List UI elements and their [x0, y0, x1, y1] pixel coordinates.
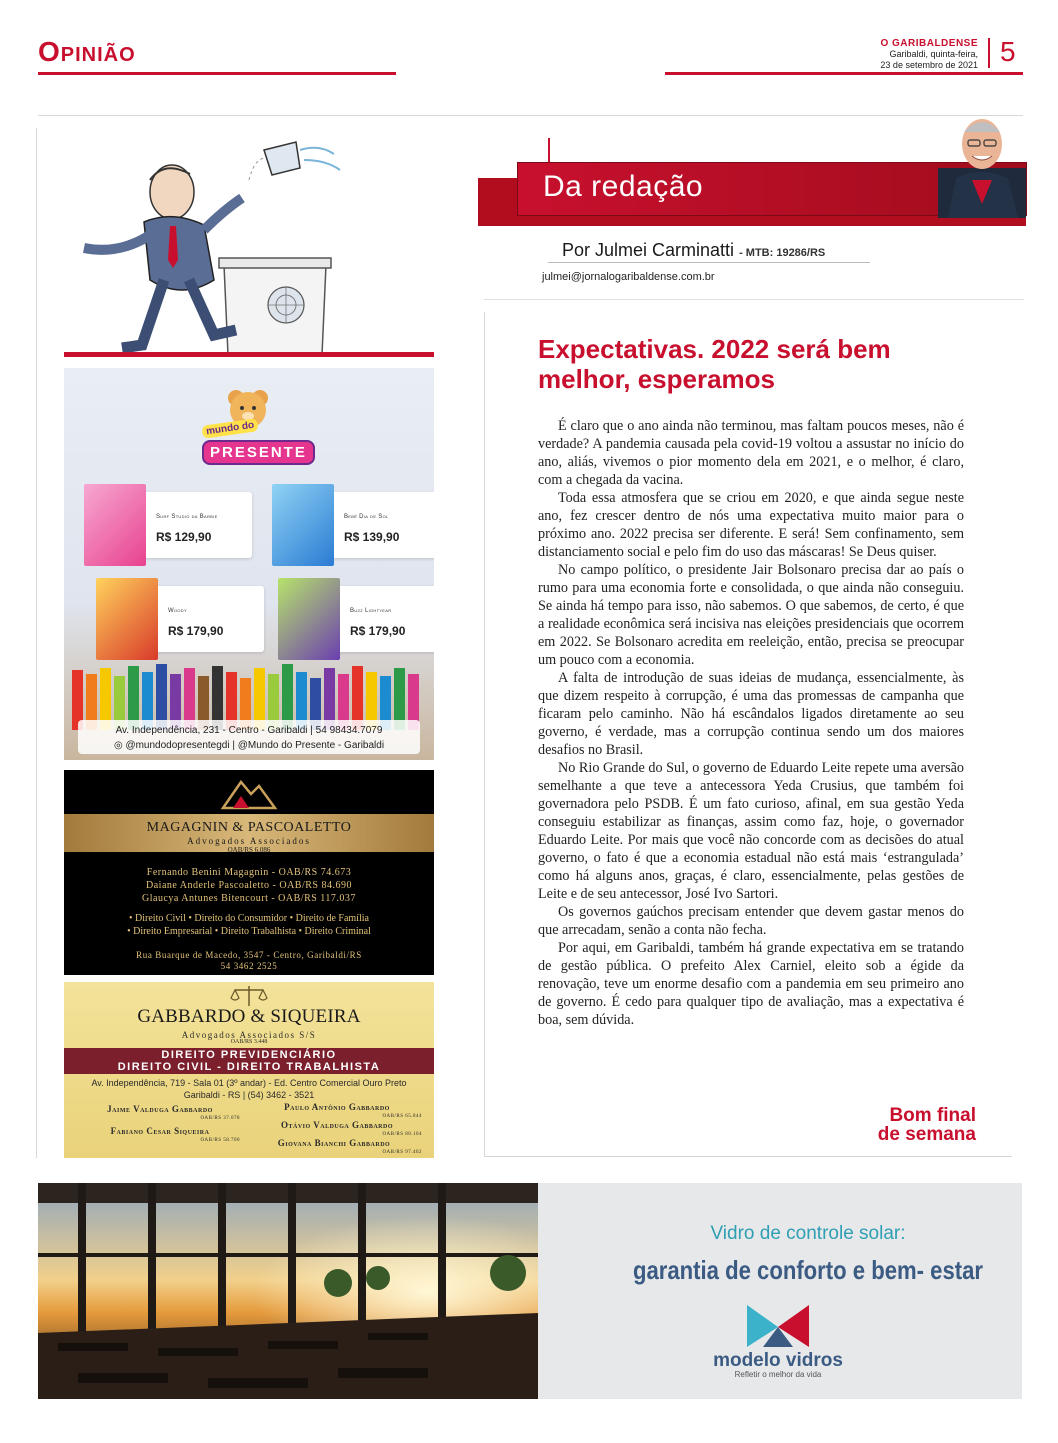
toy-brand-top: mundo do [201, 418, 259, 439]
product-card[interactable] [286, 586, 434, 652]
practice-line: DIREITO PREVIDENCIÁRIO [161, 1049, 337, 1061]
article-body [538, 417, 964, 1029]
author-name: Por Julmei Carminatti [562, 240, 735, 260]
product-image [96, 578, 158, 660]
header-rule-right [665, 72, 1023, 75]
practice-areas-line: • Direito Empresarial • Direito Trabalhista • Direito Criminal [127, 926, 371, 937]
lawyer-oab: OAB/RS 97.402 [382, 1150, 422, 1155]
lawyer-list [64, 866, 434, 905]
firm-name: MAGAGNIN & PASCOALETTO [146, 820, 352, 835]
firm-address: Av. Independência, 719 - Sala 01 (3º andar) - Ed. Centro Comercial Ouro Preto [91, 1078, 407, 1088]
cartoon-illustration [64, 130, 434, 358]
product-card[interactable] [104, 586, 264, 652]
product-name: Bebê Dia de Sol [344, 514, 389, 520]
mountain-logo-icon [219, 774, 279, 814]
article-paragraph: Por aqui, em Garibaldi, também há grande expectativa em se tratando de gestão pública. O prefeito Alex Carniel, eleito sob a égide da renovação, teve um enorme desafio com a pandemia em seu primeiro ano de governo. É cedo para qualquer tipo de avaliação, mas a expectativa é boa, sem dúvida. [538, 940, 964, 1028]
article-paragraph: Toda essa atmosfera que se criou em 2020, e que ainda segue neste ano, fez crescer dentro de nós uma expectativa muito maior para o próximo ano. 2022 precisa ser diferente. E será! Sem confinamento, sem distanciamento social e pelo fim do uso das máscaras! Se Deus quiser. [538, 490, 964, 560]
lawyer-name: Giovana Bianchi Gabbardo [277, 1138, 391, 1148]
lawyer-oab: OAB/RS 58.700 [200, 1138, 240, 1143]
header-rule-left [38, 72, 396, 75]
product-image [272, 484, 334, 566]
practice-areas-line: • Direito Civil • Direito do Consumidor • Direito de Família [129, 913, 369, 924]
ad-brand-slogan: Refletir o melhor da vida [734, 1370, 822, 1379]
author-registration: - MTB: 19286/RS [739, 247, 826, 259]
toy-store-social: ◎ @mundodopresentegdi | @Mundo do Presente - Garibaldi [78, 738, 420, 753]
lawyer-name: Glaucya Antunes Bitencourt - OAB/RS 117.037 [142, 893, 356, 904]
modelo-vidros-logo-icon [743, 1301, 813, 1351]
article-paragraph: Os governos gaúchos precisam entender que devem gastar menos do que arrecadam, senão a conta não fecha. [538, 904, 964, 938]
lawyer-entry [252, 1102, 422, 1122]
editorial-cartoon [64, 130, 434, 358]
toy-store-address: Av. Independência, 231 - Centro - Garibaldi | 54 98434.7079 [115, 725, 383, 736]
article-headline: Expectativas. 2022 será bem melhor, esperamos [538, 334, 891, 394]
byline-underline [548, 262, 870, 263]
lawyer-name: Otávio Valduga Gabbardo [280, 1120, 393, 1130]
page-number-separator [988, 38, 990, 68]
email-divider [484, 299, 1024, 300]
product-price: R$ 179,90 [168, 624, 224, 638]
author-byline [562, 240, 825, 261]
product-price: R$ 129,90 [156, 530, 212, 544]
firm-oab: OAB/RS 6.086 [227, 846, 271, 854]
glass-company-ad[interactable] [38, 1183, 1022, 1399]
lawyer-entry [252, 1120, 422, 1140]
lawyer-name: Daiane Anderle Pascoaletto - OAB/RS 84.690 [146, 880, 352, 891]
gabbardo-law-ad[interactable] [64, 982, 434, 1158]
firm-phone: Garibaldi - RS | (54) 3462 - 3521 [183, 1090, 315, 1100]
firm-address: Rua Buarque de Macedo, 3547 - Centro, Garibaldi/RS [136, 950, 362, 960]
issue-date: 23 de setembro de 2021 [880, 60, 978, 70]
firm-oab: OAB/RS 3.448 [230, 1039, 268, 1045]
lawyer-oab: OAB/RS 37.078 [200, 1116, 240, 1121]
author-photo [938, 108, 1026, 218]
product-price: R$ 179,90 [350, 624, 406, 638]
lawyer-entry [80, 1104, 240, 1124]
page-number: 5 [1000, 36, 1016, 67]
article-paragraph: No campo político, o presidente Jair Bolsonaro precisa dar ao país o rumo para uma economia forte e consolidada, o que ainda não conseguiu. Se ainda há tempo para isso, não sabemos. O que sabemos, de certo, é que a realidade econômica será incisiva nas eleições presidenciais que ocorrem em 2022. Se Bolsonaro acredita em reeleição, então, precisa se preocupar um pouco com a economia. [538, 562, 964, 668]
masthead [880, 38, 978, 71]
toy-store-contact [78, 720, 420, 754]
cartoon-baseline [64, 352, 434, 357]
signoff-line: Bom final [889, 1105, 976, 1126]
scales-of-justice-icon [229, 984, 269, 1008]
firm-contact [64, 1077, 434, 1101]
ad-tagline: Vidro de controle solar: [710, 1223, 906, 1244]
article-paragraph: A falta de introdução de suas ideias de mudança, essencialmente, às que dizem respeito à corrupção, é uma das promessas de campanha que ficaram pelo caminho. Não há escândalos ligados diretamente ao seu governo, é verdade, mas a corrupção continua sendo um dos maiores desafios no Brasil. [538, 670, 964, 758]
ad-headline: garantia de conforto e bem- estar [632, 1255, 983, 1285]
ad-brand-name: modelo vidros [713, 1350, 843, 1371]
top-divider [38, 115, 1023, 116]
article-paragraph: É claro que o ano ainda não terminou, mas faltam poucos meses, não é verdade? A pandemia causada pela covid-19 voltou a assustar no início do ano, aliás, vivemos o pior momento dela em 2021, e o melhor, é claro, com a chegada da vacina. [538, 418, 964, 488]
product-name: Surf Studio da Barbie [156, 514, 218, 520]
article-border-left [484, 312, 485, 1157]
firm-name: GABBARDO & SIQUEIRA [137, 1006, 361, 1027]
product-name: Woody [168, 608, 187, 614]
product-image [84, 484, 146, 566]
lawyer-entry [246, 1138, 422, 1158]
firm-subtitle: Advogados Associados S/S [181, 1030, 317, 1040]
lawyer-name: Jaime Valduga Gabbardo [107, 1104, 213, 1114]
lawyer-oab: OAB/RS 80.104 [382, 1132, 422, 1137]
signoff-line: de semana [877, 1124, 976, 1145]
lawyer-name: Paulo Antônio Gabbardo [284, 1102, 390, 1112]
column-title: Da redação [543, 170, 704, 203]
toy-store-logo [184, 384, 314, 464]
toy-brand-main: PRESENTE [202, 440, 315, 465]
lawyer-name: Fabiano Cesar Siqueira [110, 1126, 210, 1136]
firm-contact [64, 950, 434, 972]
newspaper-name: O GARIBALDENSE [880, 38, 978, 49]
section-title: Opinião [38, 36, 136, 67]
article-paragraph: No Rio Grande do Sul, o governo de Eduardo Leite repete uma aversão semelhante a que teve a antecessora Yeda Crusius, que também foi governadora pelo PSDB. É um fato curioso, afinal, em sua gestão Yeda conseguiu estabilizar as finanças, assim como faz, hoje, o governador Eduardo Leite. Por mais que você não concorde com as decisões do atual governo, o fato é que a economia estadual não está mais ‘estrangulada’ como há alguns anos, graças, é claro, essencialmente, pelas gestões de Leite e de seu antecessor, José Ivo Sartori. [538, 760, 964, 902]
lawyer-oab: OAB/RS 65.844 [382, 1114, 422, 1119]
product-price: R$ 139,90 [344, 530, 400, 544]
practice-areas [64, 912, 434, 938]
lawyer-name: Fernando Benini Magagnin - OAB/RS 74.673 [146, 867, 352, 878]
practice-band [64, 1048, 434, 1074]
firm-phone: 54 3462 2525 [220, 961, 278, 971]
product-name: Buzz Lightyear [350, 608, 392, 614]
author-email[interactable]: julmei@jornalogaribaldense.com.br [542, 271, 715, 283]
product-card[interactable] [280, 492, 434, 558]
article-signoff [780, 1106, 976, 1144]
toy-store-ad[interactable] [64, 368, 434, 760]
product-card[interactable] [92, 492, 252, 558]
magagnin-law-ad[interactable] [64, 770, 434, 975]
restaurant-window-photo [38, 1183, 538, 1399]
firm-subtitle: Advogados Associados [187, 836, 311, 846]
lawyer-entry [80, 1126, 240, 1146]
issue-location: Garibaldi, quinta-feira, [889, 49, 978, 59]
article-border-bottom [484, 1156, 1012, 1157]
product-image [278, 578, 340, 660]
left-column-border [36, 128, 37, 1158]
practice-line: DIREITO CIVIL - DIREITO TRABALHISTA [117, 1061, 381, 1073]
